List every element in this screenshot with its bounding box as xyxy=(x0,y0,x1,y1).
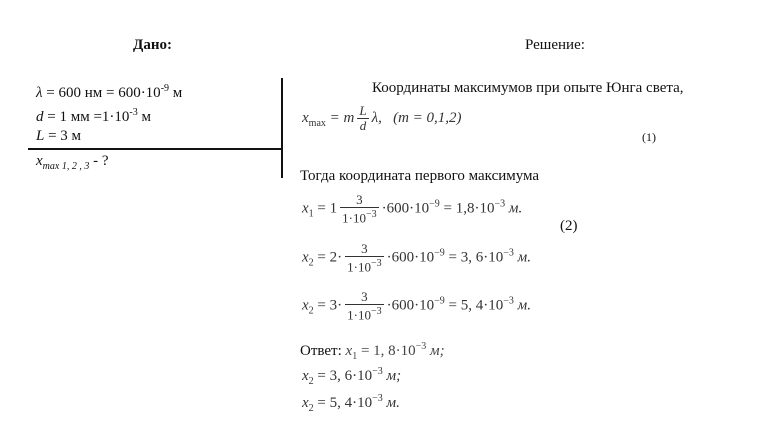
calc-line-2: $x_2 = 2\cdot$ $\frac{3}{1\cdot 10^{-3}}$ $\cdot 600\cdot 10^{-9} = 3$, $6\cdot 10^{-3}$ м. xyxy=(302,241,531,275)
given-header: Дано: xyxy=(133,37,172,53)
given-d: d = 1 мм $=1\cdot 10^{-3}$ м xyxy=(36,107,151,125)
given-lambda: λ = 600 нм = $600\cdot 10^{-9}$ м xyxy=(36,83,183,101)
answer-line-2: $x_2 = 3$, $6\cdot 10^{-3}$ м; xyxy=(302,366,402,387)
calc-line-1: $x_1 = 1$ $\frac{3}{1\cdot 10^{-3}}$ $\cdot 600\cdot 10^{-9} = 1,8\cdot 10^{-3}$ м. xyxy=(302,192,523,226)
answer-label: Ответ: xyxy=(300,343,342,359)
solution-header: Решение: xyxy=(525,37,585,53)
solution-intro: Координаты максимумов при опыте Юнга света, xyxy=(372,80,684,96)
equation-number-1: (1) xyxy=(642,130,656,144)
then-text: Тогда координата первого максимума xyxy=(300,168,540,184)
answer-line-3: $x_2 = 5$, $4\cdot 10^{-3}$ м. xyxy=(302,393,400,414)
calc-line-3: $x_2 = 3\cdot$ $\frac{3}{1\cdot 10^{-3}}$ $\cdot 600\cdot 10^{-9} = 5$, $4\cdot 10^{-3}$ м. xyxy=(302,289,531,323)
find-quantity: $x_{max 1, 2 , 3}$ - ? xyxy=(36,153,109,172)
lambda-symbol: λ xyxy=(36,85,43,101)
equation-number-2: (2) xyxy=(560,218,578,234)
vertical-divider xyxy=(281,78,283,178)
given-L: L = 3 м xyxy=(36,128,82,144)
formula-general: $x_{max} = m$ $\frac{L}{d}$ λ, (m = 0,1,2) xyxy=(302,103,462,133)
horizontal-divider xyxy=(28,148,282,150)
answer-line-1: Ответ: $x_1 = 1$, $8\cdot 10^{-3}$ м; xyxy=(300,341,445,362)
